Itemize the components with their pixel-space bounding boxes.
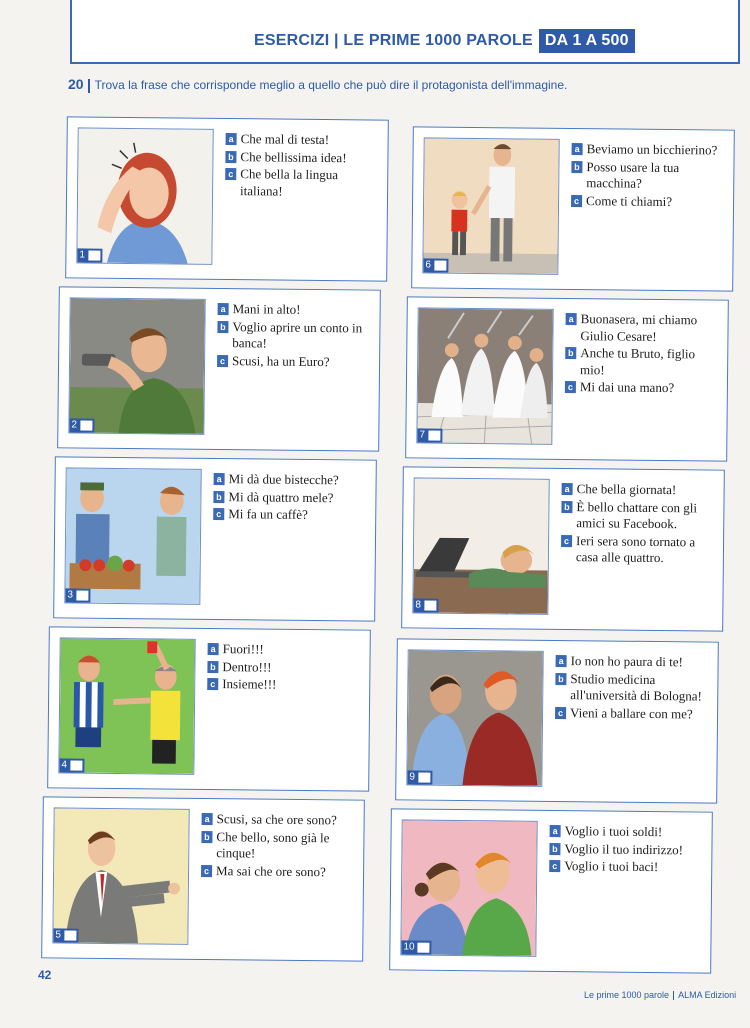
option-a[interactable]: a Voglio i tuoi soldi!: [550, 823, 706, 841]
option-c[interactable]: c Vieni a ballare con me?: [555, 704, 711, 722]
illustration-caesar: [416, 307, 553, 444]
picture-number: 3: [65, 588, 90, 602]
illustration-tired-laptop: [412, 477, 549, 614]
illustration-robber: [68, 297, 205, 434]
option-c[interactable]: c Che bella la lingua italiana!: [225, 166, 381, 201]
tired-laptop-illustration: [413, 478, 548, 613]
picture-number: 5: [53, 928, 78, 942]
picture-number: 7: [417, 428, 442, 442]
exercise-card-5: [41, 796, 365, 961]
instruction-text: Trova la frase che corrisponde meglio a quello che può dire il protagonista dell'immagine.: [94, 78, 568, 92]
answer-box[interactable]: [64, 931, 76, 941]
option-a[interactable]: a Che bella giornata!: [562, 481, 718, 499]
answer-box[interactable]: [418, 773, 430, 783]
options-list: [225, 131, 382, 202]
option-b[interactable]: b Che bellissima idea!: [225, 148, 381, 166]
couple-kiss-illustration: [401, 820, 536, 955]
illustration-businessman: [52, 807, 189, 944]
option-b[interactable]: b Voglio il tuo indirizzo!: [549, 840, 705, 858]
option-a[interactable]: a Mani in alto!: [218, 301, 374, 319]
option-b[interactable]: b È bello chattare con gli amici su Facebook.: [561, 498, 717, 533]
caesar-illustration: [417, 308, 552, 443]
option-b[interactable]: b Mi dà quattro mele?: [213, 488, 369, 506]
options-list: [201, 811, 358, 882]
option-a[interactable]: a Scusi, sa che ore sono?: [202, 811, 358, 829]
picture-number: 6: [423, 258, 448, 272]
answer-box[interactable]: [417, 943, 429, 953]
option-a[interactable]: a Che mal di testa!: [226, 131, 382, 149]
options-list: [561, 481, 718, 568]
illustration-referee: [58, 637, 195, 774]
exercise-card-10: [389, 808, 713, 973]
option-c[interactable]: c Scusi, ha un Euro?: [217, 352, 373, 370]
option-c[interactable]: c Voglio i tuoi baci!: [549, 858, 705, 876]
option-b[interactable]: b Studio medicina all'università di Bologna!: [555, 670, 711, 705]
option-b[interactable]: b Voglio aprire un conto in banca!: [217, 318, 373, 353]
book-title: Le prime 1000 parole: [584, 990, 670, 1000]
option-c[interactable]: c Ieri sera sono tornato a casa alle quattro.: [561, 532, 717, 567]
divider: [88, 79, 90, 93]
exercise-card-9: [395, 638, 719, 803]
option-c[interactable]: c Come ti chiami?: [571, 192, 727, 210]
options-list: [213, 471, 370, 525]
options-list: [555, 653, 712, 724]
option-c[interactable]: c Mi dai una mano?: [565, 379, 721, 397]
option-a[interactable]: a Buonasera, mi chiamo Giulio Cesare!: [565, 311, 721, 346]
options-list: [549, 823, 706, 877]
answer-box[interactable]: [424, 601, 436, 611]
exercise-card-4: [47, 626, 371, 791]
illustration-grocer: [64, 467, 201, 604]
exercise-card-8: [401, 466, 725, 631]
publisher: ALMA Edizioni: [678, 990, 737, 1000]
grocer-illustration: [65, 468, 200, 603]
businessman-illustration: [53, 808, 188, 943]
illustration-headache: [76, 127, 213, 264]
option-c[interactable]: c Ma sai che ore sono?: [201, 862, 357, 880]
option-b[interactable]: b Posso usare la tua macchina?: [571, 158, 727, 193]
option-c[interactable]: c Mi fa un caffè?: [213, 506, 369, 524]
option-a[interactable]: a Mi dà due bistecche?: [214, 471, 370, 489]
option-b[interactable]: b Che bello, sono già le cinque!: [201, 828, 357, 863]
answer-box[interactable]: [434, 261, 446, 271]
exercise-card-2: [57, 286, 381, 451]
divider: [673, 991, 674, 1000]
confrontation-illustration: [407, 650, 542, 785]
option-a[interactable]: a Fuori!!!: [208, 641, 364, 659]
exercise-number: 20: [68, 76, 84, 92]
answer-box[interactable]: [76, 591, 88, 601]
exercise-card-3: [53, 456, 377, 621]
option-b[interactable]: b Dentro!!!: [207, 658, 363, 676]
option-b[interactable]: b Anche tu Bruto, figlio mio!: [565, 345, 721, 380]
picture-number: 9: [407, 770, 432, 784]
options-list: [207, 641, 364, 695]
robber-illustration: [69, 298, 204, 433]
picture-number: 8: [413, 598, 438, 612]
illustration-father-child: [422, 137, 559, 274]
picture-number: 2: [69, 418, 94, 432]
picture-number: 10: [401, 940, 431, 954]
headache-illustration: [77, 128, 212, 263]
answer-box[interactable]: [88, 251, 100, 261]
picture-number: 4: [59, 758, 84, 772]
illustration-confrontation: [406, 649, 543, 786]
option-a[interactable]: a Beviamo un bicchierino?: [572, 141, 728, 159]
answer-box[interactable]: [70, 761, 82, 771]
page-title: [254, 28, 635, 54]
exercise-card-6: [411, 126, 735, 291]
options-list: [565, 311, 722, 398]
answer-box[interactable]: [80, 421, 92, 431]
option-c[interactable]: c Insieme!!!: [207, 676, 363, 694]
father-child-illustration: [423, 138, 558, 273]
illustration-couple-kiss: [400, 819, 537, 956]
page-number: 42: [38, 968, 52, 982]
picture-number: 1: [77, 248, 102, 262]
exercise-card-1: [65, 116, 389, 281]
title-text: ESERCIZI | LE PRIME 1000 PAROLE: [254, 32, 533, 49]
referee-illustration: [59, 638, 194, 773]
exercise-instruction: [68, 76, 728, 93]
options-list: [217, 301, 374, 372]
options-list: [571, 141, 728, 212]
footer: [584, 990, 736, 1000]
title-highlight: DA 1 A 500: [539, 29, 635, 53]
answer-box[interactable]: [428, 431, 440, 441]
option-a[interactable]: a Io non ho paura di te!: [556, 653, 712, 671]
exercise-card-7: [405, 296, 729, 461]
